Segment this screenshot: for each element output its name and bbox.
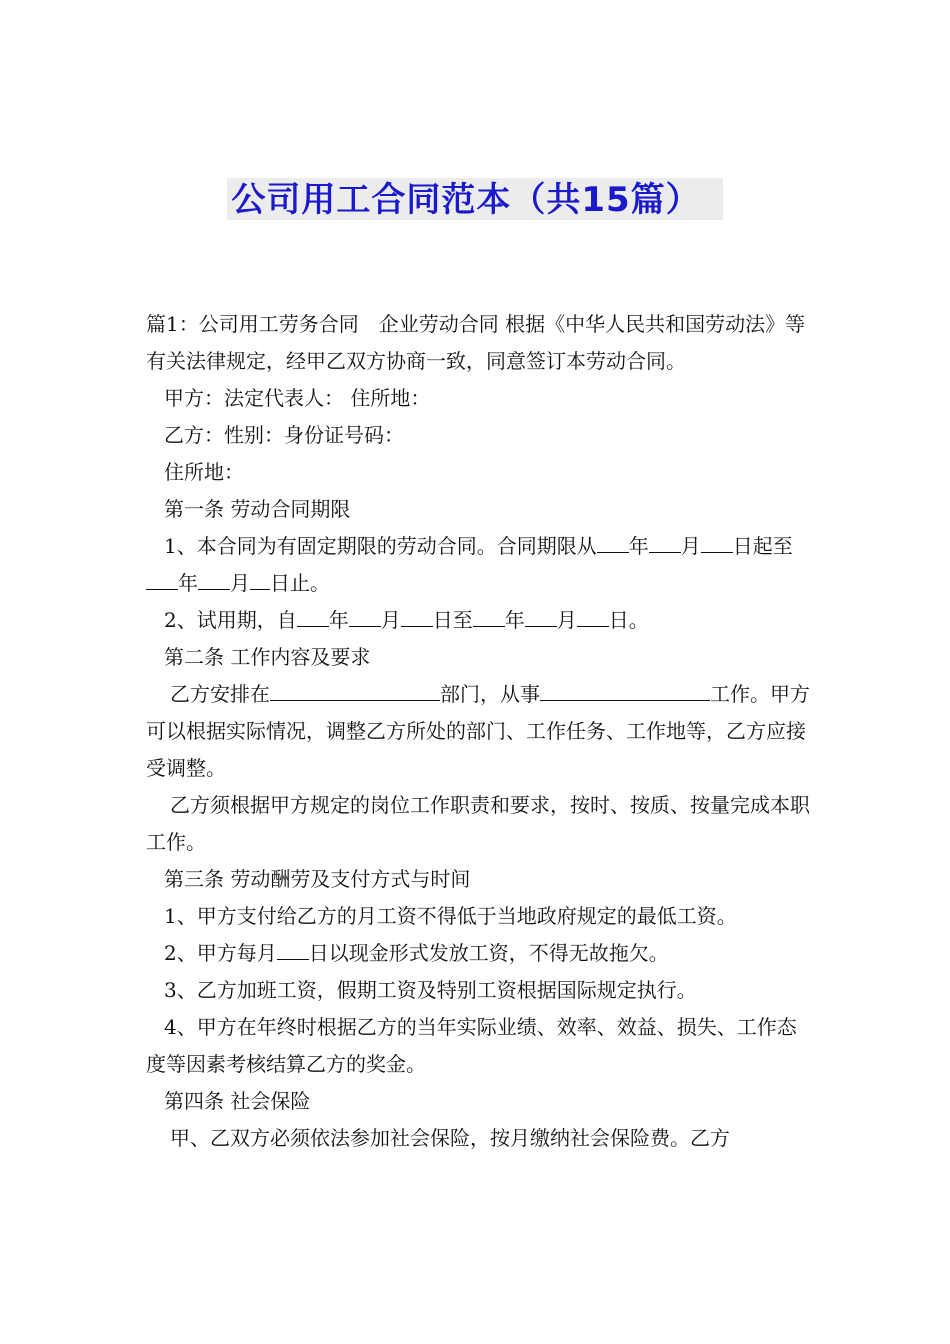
article-2-paragraph-1 bbox=[146, 676, 814, 787]
intro-paragraph: 篇1：公司用工劳务合同 企业劳动合同 根据《中华人民共和国劳动法》等有关法律规定，经甲乙双方协商一致，同意签订本劳动合同。 bbox=[146, 312, 806, 373]
article-3-clause-2 bbox=[146, 935, 814, 972]
text-fragment: 1、本合同为有固定期限的劳动合同。合同期限从 bbox=[164, 534, 597, 558]
text-fragment: 日止。 bbox=[270, 571, 330, 595]
blank-line bbox=[473, 608, 505, 627]
article-4-title: 第四条 社会保险 bbox=[164, 1089, 311, 1113]
text-fragment: 日以现金形式发放工资，不得无故拖欠。 bbox=[308, 941, 669, 965]
blank-line bbox=[250, 571, 270, 590]
article-1-clause-1 bbox=[146, 528, 814, 602]
text-fragment: 2、甲方每月 bbox=[164, 941, 277, 965]
text-fragment: 日。 bbox=[608, 608, 649, 632]
text-fragment: 年 bbox=[628, 534, 649, 558]
blank-line bbox=[349, 608, 381, 627]
blank-line bbox=[297, 608, 329, 627]
document-title: 公司用工合同范本（共15篇） bbox=[227, 178, 722, 220]
text-fragment: 乙方安排在 bbox=[170, 682, 270, 706]
text-fragment: 日至 bbox=[432, 608, 473, 632]
text-fragment: 月 bbox=[230, 571, 250, 595]
article-1-clause-2 bbox=[146, 602, 814, 639]
article-3-title: 第三条 劳动酬劳及支付方式与时间 bbox=[164, 867, 471, 891]
document-body bbox=[146, 306, 814, 1157]
blank-line bbox=[146, 571, 178, 590]
article-2-title: 第二条 工作内容及要求 bbox=[164, 645, 371, 669]
article-3-clause-3: 3、乙方加班工资，假期工资及特别工资根据国际规定执行。 bbox=[164, 978, 697, 1002]
text-fragment: 月 bbox=[680, 534, 701, 558]
article-4-paragraph-1: 甲、乙双方必须依法参加社会保险，按月缴纳社会保险费。乙方 bbox=[170, 1126, 730, 1150]
text-fragment: 工作。甲方可以根据实际情况，调整乙方所处的部门、工作任务、工作地等，乙方应接受调整。 bbox=[146, 682, 810, 780]
article-3-clause-1: 1、甲方支付给乙方的月工资不得低于当地政府规定的最低工资。 bbox=[164, 904, 737, 928]
blank-line bbox=[649, 534, 681, 553]
party-b-line: 乙方：性别：身份证号码： bbox=[164, 423, 404, 447]
article-1-title: 第一条 劳动合同期限 bbox=[164, 497, 351, 521]
article-2-paragraph-2: 乙方须根据甲方规定的岗位工作职责和要求，按时、按质、按量完成本职工作。 bbox=[146, 793, 810, 854]
text-fragment: 日起至 bbox=[732, 534, 793, 558]
text-fragment: 月 bbox=[380, 608, 401, 632]
blank-line bbox=[577, 608, 609, 627]
address-line: 住所地： bbox=[164, 460, 244, 484]
blank-line bbox=[597, 534, 629, 553]
blank-line bbox=[401, 608, 433, 627]
blank-line bbox=[198, 571, 230, 590]
text-fragment: 年 bbox=[328, 608, 349, 632]
text-fragment: 2、试用期，自 bbox=[164, 608, 297, 632]
blank-line bbox=[701, 534, 733, 553]
blank-line bbox=[277, 941, 309, 960]
text-fragment: 月 bbox=[556, 608, 577, 632]
blank-line bbox=[525, 608, 557, 627]
blank-line bbox=[270, 682, 440, 701]
title-area bbox=[0, 178, 950, 220]
text-fragment: 部门，从事 bbox=[440, 682, 540, 706]
text-fragment: 年 bbox=[178, 571, 198, 595]
article-3-clause-4: 4、甲方在年终时根据乙方的当年实际业绩、效率、效益、损失、工作态度等因素考核结算乙方的奖金。 bbox=[146, 1015, 797, 1076]
blank-line bbox=[540, 682, 710, 701]
party-a-line: 甲方：法定代表人： 住所地： bbox=[164, 386, 431, 410]
text-fragment: 年 bbox=[504, 608, 525, 632]
